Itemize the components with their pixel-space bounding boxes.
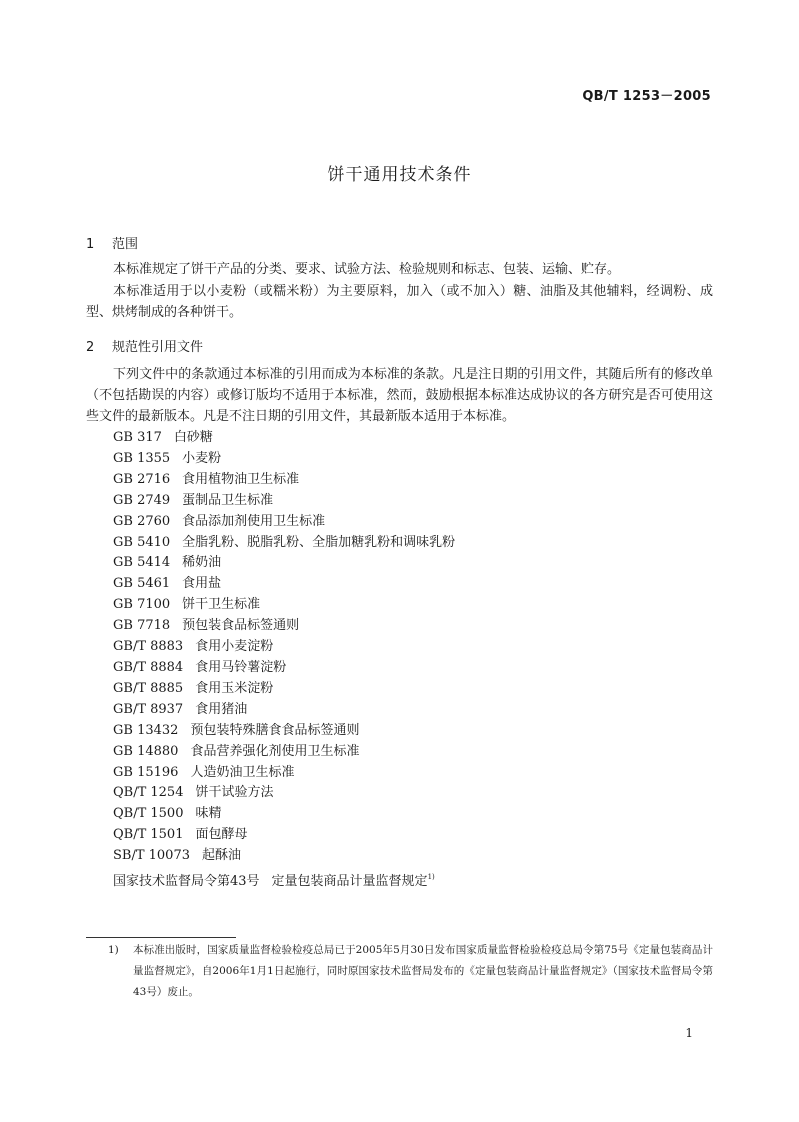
reference-code: GB 317 xyxy=(113,430,162,445)
reference-title: 白砂糖 xyxy=(173,430,213,445)
reference-item xyxy=(113,721,455,742)
footnote-mark: 1) xyxy=(108,944,119,956)
section-1-paragraph-2: 本标准适用于以小麦粉（或糯米粉）为主要原料，加入（或不加入）糖、油脂及其他辅料，经调粉、成型、烘烤制成的各种饼干。 xyxy=(86,284,713,320)
reference-code: QB/T 1500 xyxy=(113,806,184,822)
section-2-number: 2 xyxy=(86,340,95,355)
reference-code: QB/T 1501 xyxy=(113,827,184,843)
reference-title: 定量包装商品计量监督规定 xyxy=(271,874,428,890)
reference-item xyxy=(113,658,455,679)
reference-item xyxy=(113,595,455,616)
reference-title: 食用猪油 xyxy=(195,701,248,717)
reference-title: 小麦粉 xyxy=(182,450,222,466)
reference-code: GB/T 8884 xyxy=(113,659,184,675)
reference-item xyxy=(113,846,455,867)
reference-item xyxy=(113,783,455,804)
reference-item xyxy=(113,553,455,574)
reference-item xyxy=(113,763,455,784)
reference-code: GB 2760 xyxy=(113,513,171,529)
reference-code: GB 7100 xyxy=(113,597,171,613)
reference-item xyxy=(113,533,455,554)
reference-title: 食用盐 xyxy=(182,576,222,592)
reference-code: QB/T 1254 xyxy=(113,785,184,801)
reference-item xyxy=(113,700,455,721)
reference-item xyxy=(113,742,455,763)
reference-item xyxy=(113,804,455,825)
section-1-number: 1 xyxy=(86,237,95,252)
footnote-reference[interactable]: 1) xyxy=(427,873,435,882)
reference-title: 蛋制品卫生标准 xyxy=(182,492,274,508)
reference-code: GB/T 8883 xyxy=(113,639,184,655)
reference-code: GB 5461 xyxy=(113,576,171,592)
standard-number: QB/T 1253－2005 xyxy=(582,89,711,104)
reference-code: GB 15196 xyxy=(113,764,179,780)
reference-code: GB/T 8937 xyxy=(113,701,184,717)
reference-item xyxy=(113,449,455,470)
reference-item xyxy=(113,637,455,658)
section-2-title: 规范性引用文件 xyxy=(112,340,204,355)
reference-code: GB 5414 xyxy=(113,555,171,571)
reference-code: SB/T 10073 xyxy=(113,848,190,864)
reference-item xyxy=(113,512,455,533)
reference-title: 预包装特殊膳食食品标签通则 xyxy=(190,722,360,738)
reference-code: GB 2716 xyxy=(113,471,171,487)
reference-title: 食用植物油卫生标准 xyxy=(182,471,300,487)
reference-title: 全脂乳粉、脱脂乳粉、全脂加糖乳粉和调味乳粉 xyxy=(182,534,456,550)
reference-title: 饼干试验方法 xyxy=(195,785,274,801)
reference-item xyxy=(113,491,455,512)
section-2-intro-paragraph: 下列文件中的条款通过本标准的引用而成为本标准的条款。凡是注日期的引用文件，其随后所有的修改单（不包括勘误的内容）或修订版均不适用于本标准，然而，鼓励根据本标准达成协议的各方研究是否可使用这些文件的最新版本。凡是不注日期的引用文件，其最新版本适用于本标准。 xyxy=(86,367,713,424)
section-1-heading xyxy=(86,233,138,252)
reference-title: 预包装食品标签通则 xyxy=(182,618,300,634)
reference-title: 人造奶油卫生标准 xyxy=(190,764,295,780)
reference-title: 食用玉米淀粉 xyxy=(195,680,274,696)
reference-code: GB 2749 xyxy=(113,492,171,508)
section-1-paragraph-1: 本标准规定了饼干产品的分类、要求、试验方法、检验规则和标志、包装、运输、贮存。 xyxy=(113,262,621,277)
reference-item xyxy=(113,470,455,491)
section-2-heading xyxy=(86,336,203,355)
reference-item xyxy=(113,679,455,700)
reference-code: GB 14880 xyxy=(113,743,179,759)
reference-code: GB 7718 xyxy=(113,618,171,634)
reference-title: 起酥油 xyxy=(202,848,242,864)
reference-code: GB 5410 xyxy=(113,534,171,550)
reference-title: 饼干卫生标准 xyxy=(182,597,261,613)
reference-title: 味精 xyxy=(195,806,222,822)
footnote-text: 本标准出版时，国家质量监督检验检疫总局已于2005年5月30日发布国家质量监督检验检疫总局令第75号《定量包装商品计量监督规定》，自2006年1月1日起施行，同时原国家技术监督局发布的《定量包装商品计量监督规定》（国家技术监督局令第43号）废止。 xyxy=(133,944,713,998)
page-number: 1 xyxy=(685,1026,693,1040)
reference-title: 稀奶油 xyxy=(182,555,222,571)
reference-item xyxy=(113,825,455,846)
reference-code: 国家技术监督局令第43号 xyxy=(113,874,260,890)
reference-item xyxy=(113,428,455,449)
reference-item xyxy=(113,574,455,595)
reference-item xyxy=(113,867,455,893)
reference-code: GB 1355 xyxy=(113,450,171,466)
reference-title: 食品营养强化剂使用卫生标准 xyxy=(190,743,360,759)
footnote xyxy=(108,940,713,1003)
reference-title: 食用马铃薯淀粉 xyxy=(195,659,287,675)
document-title: 饼干通用技术条件 xyxy=(327,165,472,185)
footnote-divider xyxy=(86,937,236,938)
reference-title: 食品添加剂使用卫生标准 xyxy=(182,513,326,529)
reference-title: 面包酵母 xyxy=(195,827,248,843)
section-1-title: 范围 xyxy=(112,237,139,252)
reference-code: GB/T 8885 xyxy=(113,680,184,696)
normative-references-list xyxy=(113,428,455,893)
reference-title: 食用小麦淀粉 xyxy=(195,639,274,655)
reference-code: GB 13432 xyxy=(113,722,179,738)
reference-item xyxy=(113,616,455,637)
